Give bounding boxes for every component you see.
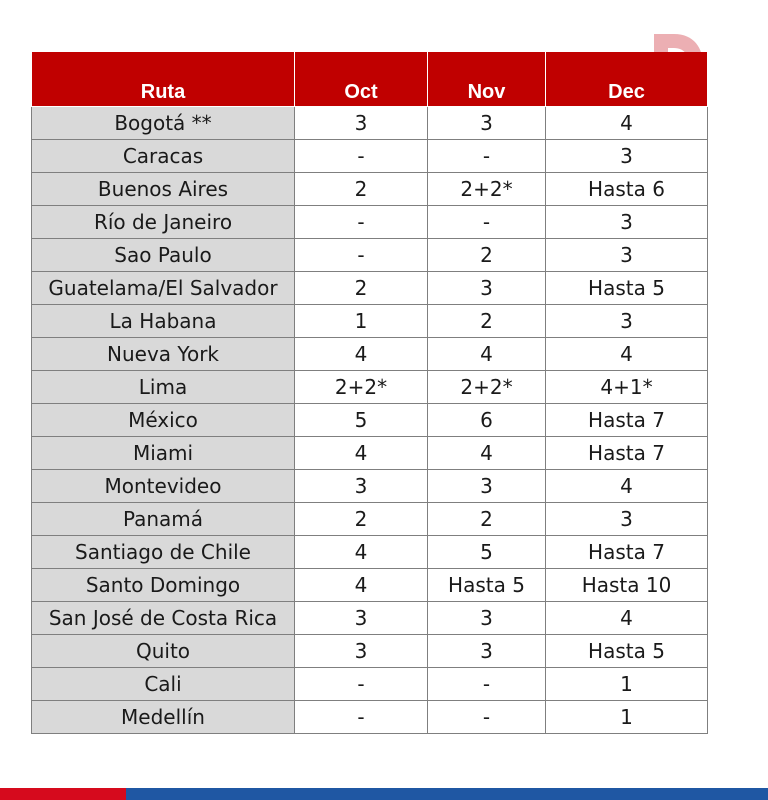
dec-cell: Hasta 7	[546, 437, 708, 470]
nov-cell: 3	[428, 107, 546, 140]
table-row	[32, 140, 708, 173]
nov-cell: -	[428, 206, 546, 239]
table-row	[32, 338, 708, 371]
dec-cell: Hasta 10	[546, 569, 708, 602]
table-row	[32, 305, 708, 338]
table-row	[32, 470, 708, 503]
nov-cell: -	[428, 140, 546, 173]
route-cell: Montevideo	[32, 470, 295, 503]
nov-cell: 6	[428, 404, 546, 437]
route-cell: Buenos Aires	[32, 173, 295, 206]
dec-cell: 4	[546, 470, 708, 503]
nov-cell: Hasta 5	[428, 569, 546, 602]
dec-cell: Hasta 5	[546, 272, 708, 305]
dec-cell: Hasta 5	[546, 635, 708, 668]
table-row	[32, 173, 708, 206]
table-row	[32, 668, 708, 701]
route-cell: San José de Costa Rica	[32, 602, 295, 635]
nov-cell: 2	[428, 239, 546, 272]
oct-cell: 4	[295, 437, 428, 470]
oct-cell: 4	[295, 338, 428, 371]
dec-cell: 1	[546, 668, 708, 701]
nov-cell: -	[428, 668, 546, 701]
header-ruta: Ruta	[32, 52, 295, 107]
table-row	[32, 239, 708, 272]
oct-cell: -	[295, 239, 428, 272]
nov-cell: 2	[428, 503, 546, 536]
dec-cell: 3	[546, 239, 708, 272]
nov-cell: 3	[428, 470, 546, 503]
oct-cell: -	[295, 701, 428, 734]
dec-cell: 1	[546, 701, 708, 734]
table-row	[32, 272, 708, 305]
footer-red-segment	[0, 788, 126, 800]
oct-cell: 2	[295, 173, 428, 206]
dec-cell: Hasta 6	[546, 173, 708, 206]
table-row	[32, 371, 708, 404]
table-row	[32, 206, 708, 239]
route-cell: Caracas	[32, 140, 295, 173]
table-row	[32, 437, 708, 470]
nov-cell: 2	[428, 305, 546, 338]
nov-cell: 4	[428, 437, 546, 470]
dec-cell: 3	[546, 305, 708, 338]
nov-cell: 5	[428, 536, 546, 569]
oct-cell: 3	[295, 635, 428, 668]
oct-cell: 4	[295, 569, 428, 602]
oct-cell: 4	[295, 536, 428, 569]
route-cell: Río de Janeiro	[32, 206, 295, 239]
table-row	[32, 404, 708, 437]
oct-cell: -	[295, 140, 428, 173]
dec-cell: Hasta 7	[546, 404, 708, 437]
header-nov: Nov	[428, 52, 546, 107]
route-cell: Bogotá **	[32, 107, 295, 140]
oct-cell: 2	[295, 503, 428, 536]
oct-cell: -	[295, 206, 428, 239]
dec-cell: 4	[546, 602, 708, 635]
route-cell: Lima	[32, 371, 295, 404]
dec-cell: 3	[546, 140, 708, 173]
route-cell: La Habana	[32, 305, 295, 338]
flight-frequency-table	[31, 52, 708, 734]
oct-cell: 5	[295, 404, 428, 437]
route-cell: Panamá	[32, 503, 295, 536]
oct-cell: 1	[295, 305, 428, 338]
table-row	[32, 569, 708, 602]
table-row	[32, 635, 708, 668]
footer-blue-segment	[126, 788, 768, 800]
table-header-row	[32, 52, 708, 107]
footer-color-bar	[0, 788, 768, 800]
route-cell: Guatelama/El Salvador	[32, 272, 295, 305]
table-row	[32, 536, 708, 569]
route-cell: Cali	[32, 668, 295, 701]
route-cell: Medellín	[32, 701, 295, 734]
table-row	[32, 602, 708, 635]
route-cell: Sao Paulo	[32, 239, 295, 272]
dec-cell: 3	[546, 206, 708, 239]
table-row	[32, 701, 708, 734]
oct-cell: 2	[295, 272, 428, 305]
nov-cell: 3	[428, 272, 546, 305]
header-oct: Oct	[295, 52, 428, 107]
route-cell: Santo Domingo	[32, 569, 295, 602]
dec-cell: Hasta 7	[546, 536, 708, 569]
oct-cell: 3	[295, 107, 428, 140]
flight-frequency-table-wrapper	[31, 52, 707, 734]
route-cell: Quito	[32, 635, 295, 668]
table-body	[32, 107, 708, 734]
dec-cell: 4	[546, 338, 708, 371]
route-cell: México	[32, 404, 295, 437]
nov-cell: 2+2*	[428, 173, 546, 206]
oct-cell: 3	[295, 470, 428, 503]
oct-cell: 2+2*	[295, 371, 428, 404]
oct-cell: 3	[295, 602, 428, 635]
header-dec: Dec	[546, 52, 708, 107]
route-cell: Miami	[32, 437, 295, 470]
route-cell: Santiago de Chile	[32, 536, 295, 569]
dec-cell: 3	[546, 503, 708, 536]
oct-cell: -	[295, 668, 428, 701]
nov-cell: 3	[428, 602, 546, 635]
route-cell: Nueva York	[32, 338, 295, 371]
dec-cell: 4	[546, 107, 708, 140]
nov-cell: -	[428, 701, 546, 734]
dec-cell: 4+1*	[546, 371, 708, 404]
nov-cell: 3	[428, 635, 546, 668]
table-row	[32, 503, 708, 536]
table-row	[32, 107, 708, 140]
nov-cell: 4	[428, 338, 546, 371]
nov-cell: 2+2*	[428, 371, 546, 404]
